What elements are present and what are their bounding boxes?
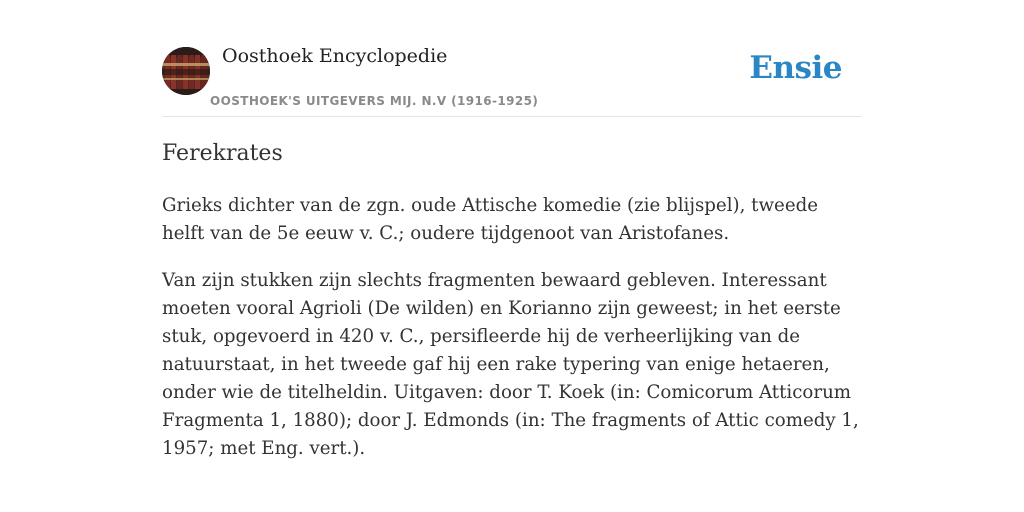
encyclopedia-books-image: [162, 47, 210, 95]
entry-paragraph-1: Grieks dichter van de zgn. oude Attische komedie (zie blijspel), tweede helft van de 5e eeuw v. C.; oudere tijdgenoot van Aristofanes.: [162, 195, 818, 244]
source-header: [162, 0, 862, 117]
encyclopedia-books-icon[interactable]: [162, 47, 210, 95]
entry-title: Ferekrates: [162, 141, 283, 166]
entry-paragraph-2: Van zijn stukken zijn slechts fragmenten bewaard gebleven. Interessant moeten vooral Agrioli (De wilden) en Korianno zijn geweest; in het eerste stuk, opgevoerd in 420 v. C., persifleerde hij de verheerlijking van de natuurstaat, in het tweede gaf hij een rake typering van enige hetaeren, onder wie de titelheldin. Uitgaven: door T. Koek (in: Comicorum Atticorum Fragmenta 1, 1880); door J. Edmonds (in: The fragments of Attic comedy 1, 1957; met Eng. vert.).: [162, 270, 859, 459]
entry-card: [162, 0, 862, 512]
ensie-logo-link[interactable]: Ensie: [749, 50, 842, 86]
site-subtitle: OOSTHOEK'S UITGEVERS MIJ. N.V (1916-1925): [210, 94, 539, 108]
site-title[interactable]: Oosthoek Encyclopedie: [222, 45, 448, 67]
